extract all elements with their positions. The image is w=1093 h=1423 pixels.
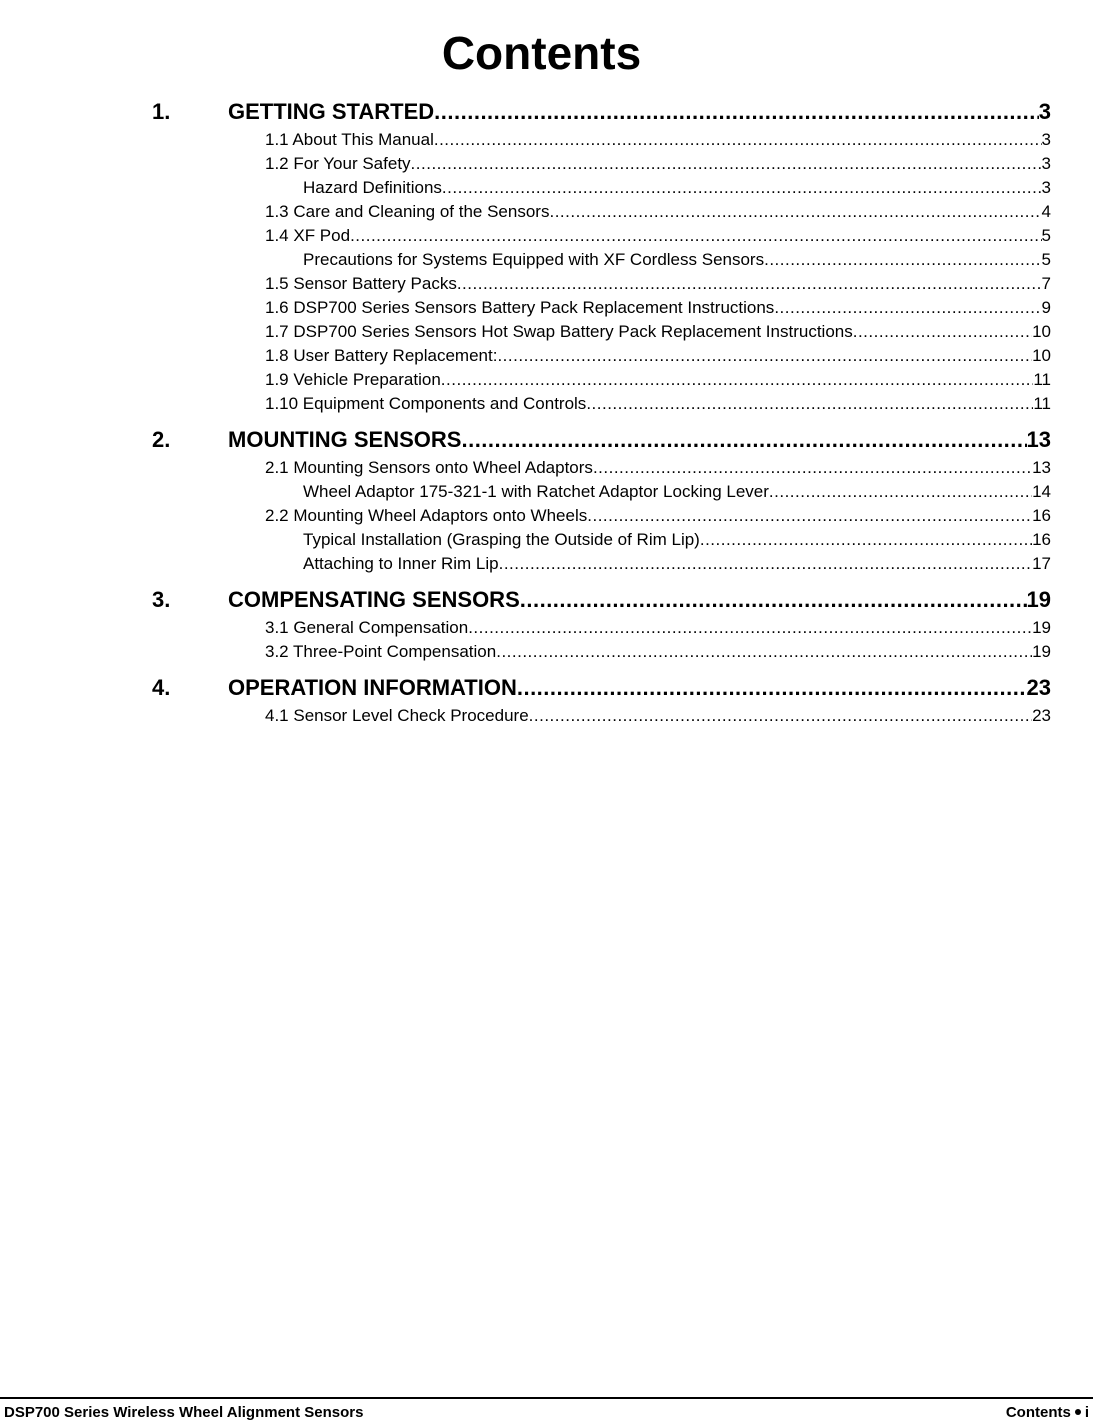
chapter-number: 3. [152, 587, 171, 612]
toc-section-entry[interactable] [0, 152, 1093, 176]
toc-entry-label: 1.5 Sensor Battery Packs [265, 274, 457, 293]
toc-entry-text [303, 176, 1051, 200]
toc-section-entry[interactable] [0, 344, 1093, 368]
toc-entry-text [265, 504, 1051, 528]
toc-entry-text [228, 96, 1051, 128]
toc-subsection-entry[interactable] [0, 552, 1093, 576]
toc-entry-text [303, 528, 1051, 552]
toc-entry-text [303, 480, 1051, 504]
toc-section-entry[interactable] [0, 640, 1093, 664]
toc-entry-text [265, 392, 1051, 416]
toc-section-entry[interactable] [0, 704, 1093, 728]
chapter-number: 2. [152, 427, 171, 452]
toc-entry-text [265, 128, 1051, 152]
toc-page-number: 7 [1041, 274, 1051, 293]
dot-leader [441, 368, 1034, 392]
footer-divider [0, 1397, 1093, 1399]
toc-entry-label: 1.9 Vehicle Preparation [265, 370, 441, 389]
toc-section-entry[interactable] [0, 320, 1093, 344]
dot-leader [350, 224, 1041, 248]
toc-entry-text [265, 640, 1051, 664]
dot-leader [434, 96, 1039, 128]
toc-entry-label: 1.2 For Your Safety [265, 154, 411, 173]
toc-page-number: 3 [1038, 99, 1051, 124]
toc-entry-label: 1.1 About This Manual [265, 130, 434, 149]
toc-section-entry[interactable] [0, 200, 1093, 224]
toc-subsection-entry[interactable] [0, 528, 1093, 552]
footer-page-number: i [1084, 1404, 1089, 1421]
toc-section-entry[interactable] [0, 392, 1093, 416]
footer-document-title: DSP700 Series Wireless Wheel Alignment Sensors [4, 1404, 364, 1421]
toc-section-entry[interactable] [0, 272, 1093, 296]
toc-section-entry[interactable] [0, 368, 1093, 392]
toc-entry-text [303, 248, 1051, 272]
dot-leader [496, 640, 1032, 664]
toc-page-number: 13 [1026, 427, 1051, 452]
toc-page-number: 3 [1041, 154, 1051, 173]
toc-page-number: 11 [1033, 370, 1051, 389]
toc-page-number: 16 [1032, 506, 1051, 525]
dot-leader [499, 552, 1032, 576]
toc-entry-label: 4.1 Sensor Level Check Procedure [265, 706, 529, 725]
toc-entry-text [265, 704, 1051, 728]
dot-leader [774, 296, 1041, 320]
toc-subsection-entry[interactable] [0, 176, 1093, 200]
toc-page-number: 23 [1032, 706, 1051, 725]
footer-page-label [1006, 1403, 1089, 1423]
toc-entry-label: MOUNTING SENSORS [228, 427, 462, 452]
dot-leader [411, 152, 1042, 176]
toc-subsection-entry[interactable] [0, 480, 1093, 504]
toc-entry-label: OPERATION INFORMATION [228, 675, 517, 700]
toc-section-entry[interactable] [0, 224, 1093, 248]
toc-entry-label: GETTING STARTED [228, 99, 435, 124]
dot-leader [434, 128, 1042, 152]
toc-page-number: 4 [1041, 202, 1051, 221]
dot-leader [497, 344, 1032, 368]
toc-entry-text [265, 320, 1051, 344]
toc-entry-label: 3.1 General Compensation [265, 618, 469, 637]
dot-leader [529, 704, 1032, 728]
toc-page-number: 23 [1026, 675, 1051, 700]
toc-entry-text [265, 272, 1051, 296]
toc-entry-label: 1.8 User Battery Replacement: [265, 346, 498, 365]
chapter-number: 1. [152, 99, 171, 124]
toc-section-entry[interactable] [0, 128, 1093, 152]
toc-entry-label: 1.4 XF Pod [265, 226, 351, 245]
toc-page-number: 10 [1032, 322, 1051, 341]
toc-page-number: 19 [1032, 618, 1051, 637]
toc-page-number: 17 [1032, 554, 1051, 573]
footer-section-name: Contents [1005, 1404, 1071, 1421]
toc-entry-label: Wheel Adaptor 175-321-1 with Ratchet Adaptor Locking Lever [303, 482, 769, 501]
dot-leader [769, 480, 1032, 504]
dot-leader [764, 248, 1041, 272]
toc-page-number: 10 [1032, 346, 1051, 365]
toc-chapter-entry[interactable] [0, 424, 1093, 456]
toc-entry-text [303, 552, 1051, 576]
toc-entry-text [228, 672, 1051, 704]
dot-leader [853, 320, 1032, 344]
page-title: Contents [441, 26, 642, 79]
toc-entry-text [265, 152, 1051, 176]
toc-entry-label: 1.7 DSP700 Series Sensors Hot Swap Battery Pack Replacement Instructions [265, 322, 853, 341]
toc-entry-text [228, 584, 1051, 616]
toc-page-number: 19 [1032, 642, 1051, 661]
dot-leader [587, 504, 1032, 528]
toc-entry-label: 3.2 Three-Point Compensation [265, 642, 497, 661]
toc-section-entry[interactable] [0, 504, 1093, 528]
toc-entry-text [265, 344, 1051, 368]
toc-entry-label: COMPENSATING SENSORS [228, 587, 520, 612]
dot-leader [468, 616, 1032, 640]
table-of-contents [0, 96, 1093, 728]
toc-entry-text [265, 456, 1051, 480]
toc-page-number: 11 [1033, 394, 1051, 413]
toc-entry-label: Precautions for Systems Equipped with XF Cordless Sensors [303, 250, 765, 269]
toc-entry-text [228, 424, 1051, 456]
toc-entry-text [265, 224, 1051, 248]
toc-entry-text [265, 616, 1051, 640]
toc-entry-label: Typical Installation (Grasping the Outside of Rim Lip) [303, 530, 700, 549]
dot-leader [517, 672, 1027, 704]
toc-chapter-entry[interactable] [0, 584, 1093, 616]
toc-entry-text [265, 296, 1051, 320]
toc-entry-label: 1.3 Care and Cleaning of the Sensors [265, 202, 550, 221]
toc-entry-label: Attaching to Inner Rim Lip [303, 554, 499, 573]
dot-leader [549, 200, 1041, 224]
dot-leader [457, 272, 1042, 296]
toc-entry-text [265, 200, 1051, 224]
toc-page-number: 5 [1041, 250, 1051, 269]
dot-leader [461, 424, 1026, 456]
bullet-icon [1075, 1409, 1081, 1415]
toc-page-number: 3 [1041, 130, 1051, 149]
dot-leader [586, 392, 1033, 416]
toc-page-number: 13 [1032, 458, 1051, 477]
dot-leader [593, 456, 1032, 480]
toc-subsection-entry[interactable] [0, 248, 1093, 272]
toc-entry-text [265, 368, 1051, 392]
dot-leader [700, 528, 1032, 552]
toc-entry-label: 1.6 DSP700 Series Sensors Battery Pack Replacement Instructions [265, 298, 775, 317]
chapter-number: 4. [152, 675, 171, 700]
toc-section-entry[interactable] [0, 296, 1093, 320]
toc-page-number: 19 [1026, 587, 1051, 612]
toc-page-number: 9 [1041, 298, 1051, 317]
toc-page-number: 14 [1032, 482, 1051, 501]
toc-section-entry[interactable] [0, 616, 1093, 640]
toc-entry-label: Hazard Definitions [303, 178, 442, 197]
toc-entry-label: 2.1 Mounting Sensors onto Wheel Adaptors [265, 458, 593, 477]
toc-section-entry[interactable] [0, 456, 1093, 480]
toc-chapter-entry[interactable] [0, 96, 1093, 128]
toc-page-number: 3 [1041, 178, 1051, 197]
dot-leader [442, 176, 1042, 200]
toc-page-number: 16 [1032, 530, 1051, 549]
dot-leader [520, 584, 1027, 616]
toc-page-number: 5 [1041, 226, 1051, 245]
toc-entry-label: 1.10 Equipment Components and Controls [265, 394, 587, 413]
toc-entry-label: 2.2 Mounting Wheel Adaptors onto Wheels [265, 506, 588, 525]
toc-chapter-entry[interactable] [0, 672, 1093, 704]
